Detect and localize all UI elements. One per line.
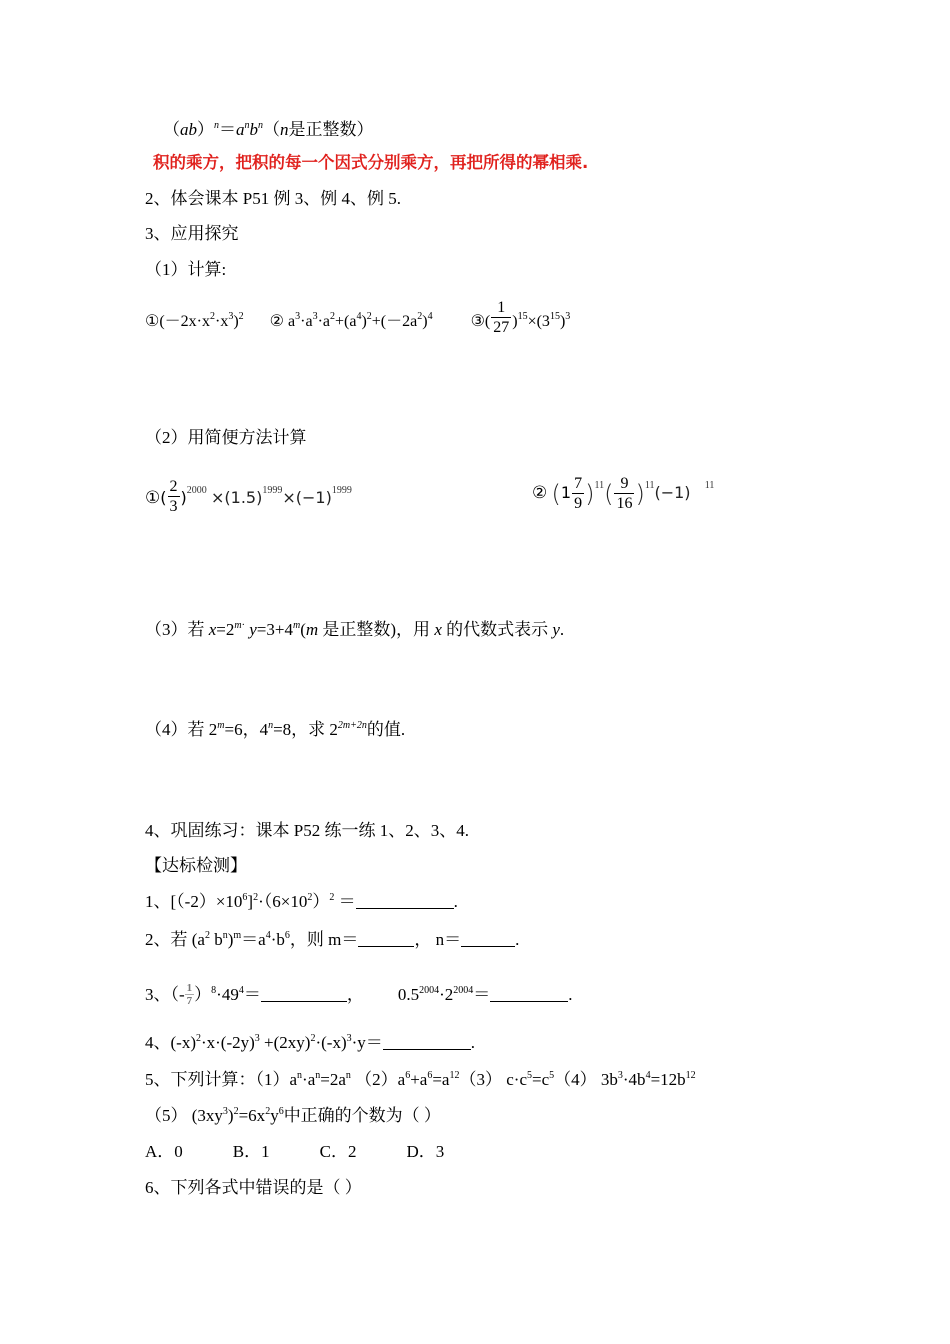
c3-e1: 8 xyxy=(211,985,217,996)
q3-dot: · xyxy=(241,620,245,631)
answer-blank-m[interactable] xyxy=(358,932,414,947)
check-3 xyxy=(145,982,573,1007)
c4-m3: ·(-x) xyxy=(315,1033,347,1052)
item-2: 2、体会课本 P51 例 3、例 4、例 5. xyxy=(145,189,401,208)
q1-b-expr2: ·a xyxy=(300,313,313,330)
c1-mid: ] xyxy=(247,892,254,911)
exp-n3: n xyxy=(258,120,263,131)
q4-t2: =8，求 2 xyxy=(273,720,338,739)
q3 xyxy=(145,621,564,638)
c4-e2: 3 xyxy=(254,1033,260,1044)
c5b-m3: y xyxy=(270,1106,279,1125)
q3-pre: （3）若 xyxy=(145,620,209,639)
c5-m9: ·4b xyxy=(622,1070,646,1089)
q1-a-label: ① xyxy=(145,313,160,330)
q2-b-whole: 1 xyxy=(560,483,572,502)
c4-m1: ·x·(-2y) xyxy=(200,1033,255,1052)
c1-mid3: ） xyxy=(312,892,330,911)
c5-pre: 5、下列计算：（1）a xyxy=(145,1070,298,1089)
red-rule: 积的乘方，把积的每一个因式分别乘方，再把所得的幂相乘. xyxy=(153,153,589,172)
c1-mid2: ·（6×10 xyxy=(258,892,308,911)
q1-b-expr5: ) xyxy=(361,313,367,330)
c2-end: . xyxy=(515,930,520,949)
check-6: 6、下列各式中错误的是（ ） xyxy=(145,1178,362,1197)
q2-title: （2）用简便方法计算 xyxy=(145,428,307,447)
c4-m2: +(2xy) xyxy=(259,1033,311,1052)
c5-e10: 4 xyxy=(645,1070,651,1081)
check-title: 【达标检测】 xyxy=(145,856,247,875)
q3-eq1: =2 xyxy=(216,620,235,639)
c1-eq: ＝ xyxy=(334,892,356,911)
c2-e1: 2 xyxy=(204,930,210,941)
c5-e4: 6 xyxy=(405,1070,411,1081)
c2-e5: 6 xyxy=(284,930,290,941)
q1-c-exp: 15 xyxy=(517,311,528,322)
c4-e1: 2 xyxy=(195,1033,201,1044)
q3-open: ( xyxy=(300,620,306,639)
q4 xyxy=(145,721,405,738)
c3-e3: 2004 xyxy=(419,985,440,996)
c5b-e3: 2 xyxy=(265,1106,271,1117)
c5b-m4: 中正确的个数为（ ） xyxy=(283,1106,441,1125)
q1-a-expr: (－2x·x xyxy=(159,313,211,330)
q4-t1: =6，4 xyxy=(224,720,269,739)
c5b-e4: 6 xyxy=(278,1106,284,1117)
c3-fraction xyxy=(185,982,195,1007)
q3-m2: m xyxy=(292,620,301,631)
q1-b-label: ② xyxy=(269,313,285,330)
check-5-options xyxy=(145,1143,444,1160)
q1-c-label: ③( xyxy=(470,313,491,330)
c3-pre: 3、（- xyxy=(145,985,185,1004)
c5-e6: 12 xyxy=(449,1070,460,1081)
c3-b: 0.5 xyxy=(397,985,420,1004)
c5b-m1: ) xyxy=(227,1106,234,1125)
q2-b-label: ② xyxy=(532,483,548,502)
q2-b-exp1: 11 xyxy=(594,480,605,491)
q3-y: y xyxy=(249,620,257,639)
option-c[interactable]: C．2 xyxy=(319,1142,357,1161)
c5-m6: （3） c·c xyxy=(459,1070,527,1089)
q2-a-base3: −1 xyxy=(302,488,326,507)
c5-m4: +a xyxy=(410,1070,428,1089)
q1-b-expr6: +(－2a xyxy=(371,313,418,330)
q2-b-den1: 9 xyxy=(574,495,583,512)
c1-pre: 1、[（-2）×10 xyxy=(145,892,243,911)
q1-c-times: ×(3 xyxy=(527,313,550,330)
c5-m3: （2）a xyxy=(350,1070,406,1089)
c4-m4: ·y＝ xyxy=(351,1033,383,1052)
q3-m: m xyxy=(234,620,242,631)
times-1: × xyxy=(211,488,225,507)
c3-num: 1 xyxy=(186,982,193,994)
equals: ＝ xyxy=(219,120,236,139)
check-1 xyxy=(145,893,458,910)
c5-e11: 12 xyxy=(685,1070,696,1081)
q2-b-fraction2 xyxy=(614,474,634,513)
formula-rule: $(ab)^n=a^nb^n(n$是正整数） xyxy=(163,120,374,139)
item-3: 3、应用探究 xyxy=(145,224,239,243)
q2-a-exp2: 1999 xyxy=(262,485,283,496)
q3-mid2: 的代数式表示 xyxy=(441,620,553,639)
q2-a-base2: 1.5 xyxy=(230,488,257,507)
c1-e4: 2 xyxy=(329,892,335,903)
q2-b-base3: (−1) xyxy=(654,483,691,502)
check-5-line2 xyxy=(145,1107,441,1124)
c3-e4: 2004 xyxy=(453,985,474,996)
q1-c-close2: ) xyxy=(559,313,566,330)
c1-e3: 2 xyxy=(307,892,313,903)
c5-e9: 3 xyxy=(617,1070,623,1081)
item-4: 4、巩固练习：课本 P52 练一练 1、2、3、4. xyxy=(145,821,469,840)
c4-end: . xyxy=(470,1033,476,1052)
q2-b-num2: 9 xyxy=(620,475,629,492)
c3-e2: 4 xyxy=(238,985,244,996)
q4-n: n xyxy=(268,720,274,731)
q4-exp: 2m+2n xyxy=(337,720,367,731)
c3-close: ） xyxy=(194,985,212,1004)
q2-a-exp3: 1999 xyxy=(331,485,352,496)
q1-title: （1）计算: xyxy=(145,260,227,279)
c2-mid4: ·b xyxy=(270,930,285,949)
q3-m3: m xyxy=(305,620,319,639)
q3-x2: x xyxy=(434,620,442,639)
c2-e2: n xyxy=(222,930,228,941)
q4-end: 的值. xyxy=(366,720,406,739)
q2-b-exp3: 11 xyxy=(704,480,715,491)
option-b[interactable]: B．1 xyxy=(232,1142,270,1161)
q2-a-den: 3 xyxy=(169,498,178,515)
c3-end: . xyxy=(568,985,573,1004)
exp-n2: n xyxy=(244,120,250,131)
c1-e2: 2 xyxy=(253,892,259,903)
c5-e3: n xyxy=(345,1070,351,1081)
c1-end: . xyxy=(453,892,458,911)
c5-e5: 6 xyxy=(427,1070,433,1081)
q2-b-fraction1 xyxy=(572,474,584,513)
q2-b-den2: 16 xyxy=(616,495,633,512)
c5-m1: ·a xyxy=(302,1070,316,1089)
q1-c-close: ) xyxy=(512,313,518,330)
c5b-e2: 2 xyxy=(233,1106,239,1117)
c5b-pre: （5） (3xy xyxy=(145,1106,223,1125)
q1-c-den: 27 xyxy=(493,319,510,336)
c3-mid: ·49 xyxy=(216,985,239,1004)
c2-pre: 2、若 (a xyxy=(145,930,205,949)
q1-c-fraction xyxy=(491,298,511,337)
times-2: × xyxy=(282,488,296,507)
q1-a-close: ) xyxy=(233,313,239,330)
check-4 xyxy=(145,1034,475,1051)
note-var: n xyxy=(280,120,289,139)
q1-a-mid: ·x xyxy=(215,313,229,330)
q1-expressions: $①(-2x\cdot x^2\cdot x^3)^2$ ② $a^3\cdot a^3\cdot a^2+(a^4)^2+(-2a^2)^4$ ③( $\frac{1}{27}$ )$^{15}\times(3^{15})^3$ xyxy=(145,299,571,336)
check-5 xyxy=(145,1071,696,1088)
c5-m10: =12b xyxy=(650,1070,686,1089)
c2-mid: b xyxy=(209,930,223,949)
q2-b-exp2: 11 xyxy=(644,480,655,491)
q1-c-exp3: 3 xyxy=(565,311,571,322)
q2-a-expression: ①( $\frac{2}{3}$ )$^{2000} \times(1.5)^{1999}\times(-1)^{1999}$ xyxy=(145,478,352,515)
note-text: 是正整数 xyxy=(288,120,357,139)
c4-e4: 3 xyxy=(346,1033,352,1044)
c4-e3: 2 xyxy=(310,1033,316,1044)
q1-b-expr3: ·a xyxy=(317,313,330,330)
c5-m2: =2a xyxy=(320,1070,346,1089)
c2-mid6: ， n＝ xyxy=(414,930,462,949)
c2-e4: 4 xyxy=(265,930,271,941)
c3-eq: ＝ xyxy=(243,985,261,1004)
c5-e8: 5 xyxy=(549,1070,555,1081)
c2-mid2: ) xyxy=(227,930,234,949)
var-b: b xyxy=(249,120,258,139)
c3-mid2: ·2 xyxy=(439,985,454,1004)
q2-a-exp1: 2000 xyxy=(186,485,207,496)
c2-mid3: ＝a xyxy=(241,930,266,949)
answer-blank-n[interactable] xyxy=(461,932,515,947)
c3-comma: ， xyxy=(346,985,364,1004)
var-ab: ab xyxy=(180,120,197,139)
answer-blank-4[interactable] xyxy=(383,1035,471,1050)
q1-b-expr: a xyxy=(288,313,296,330)
q2-a-num: 2 xyxy=(169,478,178,495)
c2-e3: m xyxy=(233,930,242,941)
q4-pre: （4）若 2 xyxy=(145,720,218,739)
q3-eq2: =3+4 xyxy=(256,620,293,639)
c5-m7: =c xyxy=(532,1070,550,1089)
check-2 xyxy=(145,931,519,948)
option-d[interactable]: D．3 xyxy=(406,1142,445,1161)
q3-end: . xyxy=(559,620,565,639)
c1-e1: 6 xyxy=(242,892,248,903)
q2-b-expression: ② (1 $\frac{7}{9}$ )$^{11}$( $\frac{9}{16}$ )$^{11}$(−1) $^{11}$ xyxy=(532,475,715,512)
exp-n: n xyxy=(214,120,219,131)
q3-x: x xyxy=(208,620,217,639)
c5-m8: （4） 3b xyxy=(554,1070,618,1089)
q1-c-num: 1 xyxy=(497,299,506,316)
q1-b-expr4: +(a xyxy=(335,313,357,330)
q3-y2: y xyxy=(552,620,560,639)
q1-b-expr7: ) xyxy=(422,313,428,330)
c4-pre: 4、(-x) xyxy=(145,1033,196,1052)
answer-blank[interactable] xyxy=(356,894,454,909)
q2-a-fraction xyxy=(168,477,180,516)
answer-blank-3b[interactable] xyxy=(490,987,568,1002)
var-a: a xyxy=(236,120,245,139)
c5-m5: =a xyxy=(432,1070,450,1089)
q1-c-exp2: 15 xyxy=(549,311,560,322)
c3-eq2: ＝ xyxy=(473,985,491,1004)
c5-e7: 5 xyxy=(527,1070,532,1081)
c5b-e1: 3 xyxy=(222,1106,228,1117)
q2-b-num1: 7 xyxy=(574,475,583,492)
c3-den: 7 xyxy=(186,995,193,1007)
answer-blank-3a[interactable] xyxy=(261,987,347,1002)
q2-a-label: ① xyxy=(145,488,161,507)
c2-mid5: ，则 m＝ xyxy=(289,930,359,949)
c5b-m2: =6x xyxy=(238,1106,266,1125)
q3-mid: 是正整数)，用 xyxy=(318,620,435,639)
option-a[interactable]: A．0 xyxy=(145,1142,183,1161)
c5-e1: n xyxy=(297,1070,303,1081)
q4-m: m xyxy=(217,720,225,731)
c5-e2: n xyxy=(315,1070,321,1081)
